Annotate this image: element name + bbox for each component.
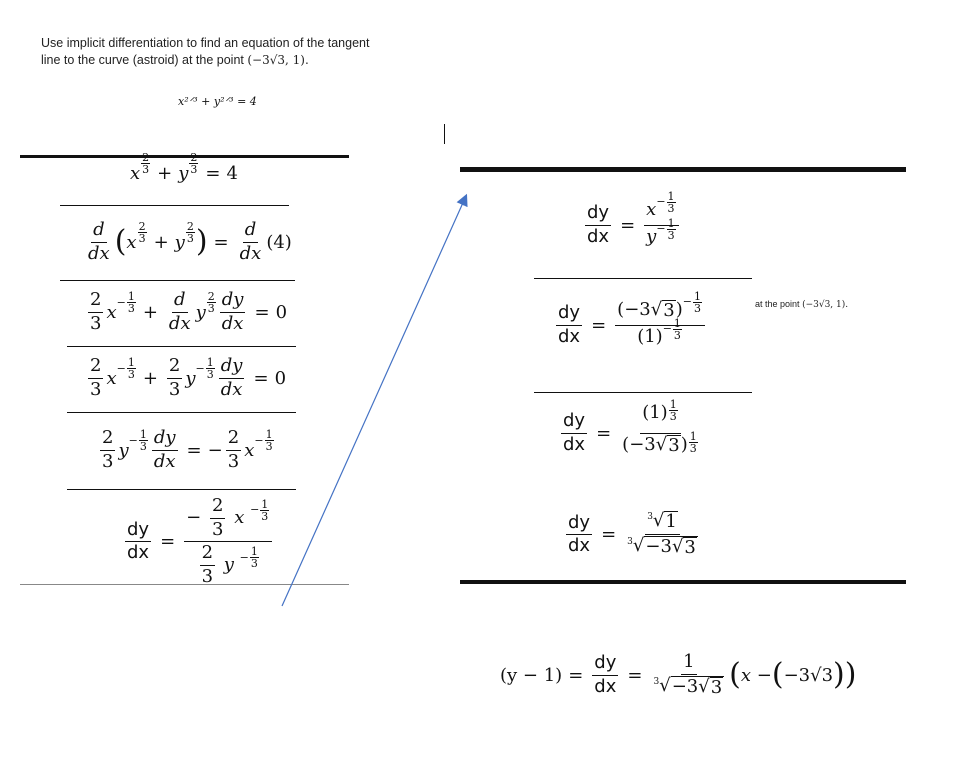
equals-sign: = [254,301,270,323]
dy-term: dy [125,520,151,543]
coef-den: 3 [90,378,102,400]
exp-sign: − [116,295,126,309]
exp-num: 1 [667,216,675,230]
var-y: y [195,301,206,323]
exp-den: 3 [142,163,150,176]
exp-sign: − [128,433,138,447]
minus-sign: − [186,507,202,529]
plus-sign: + [157,163,173,184]
arrow-line [282,196,466,606]
var-y: y [646,225,657,247]
coef-neg3: −3 [671,675,699,697]
coef-den: 3 [102,450,114,472]
coef-num: 2 [200,543,215,566]
coef-num: 2 [226,428,241,451]
exp-num: 1 [250,545,258,559]
dy-term: dy [561,411,587,434]
exp-num: 2 [190,151,198,164]
equals-sign: = [213,231,229,253]
equals-sign: = [568,664,584,686]
right-paren: ) [680,434,688,455]
astroid-equation: x²ᐟ³ + y²ᐟ³ = 4 [178,95,257,108]
left-paren: ( [622,434,630,455]
equals-sign: = [205,163,221,184]
var-y: y [178,163,189,184]
exp-sign: − [662,321,672,335]
dy-term: dy [556,303,582,326]
coef-neg3: −3 [645,535,672,557]
equals-sign: = [591,314,607,336]
point-note-text: at the point [755,299,800,309]
exp-num: 1 [669,398,677,411]
equals-sign: = [253,367,269,389]
equals-sign: = [186,439,202,461]
exp-num: 1 [206,355,214,369]
sqrt-icon: √ [655,434,668,455]
sqrt-icon: √ [671,535,684,557]
cube-root-icon: $^3$√ [627,534,645,556]
exp-sign: − [116,361,126,375]
right-paren: ) [675,299,683,320]
exp-den: 3 [206,367,214,381]
root-index: 3 [647,512,653,522]
exp-den: 3 [186,231,194,245]
coef-num: 2 [210,496,225,519]
exp-num: 2 [207,289,215,303]
exp-den: 3 [207,301,215,315]
rhs-zero: 0 [274,367,287,389]
plus-sign: + [142,301,158,323]
dy-term: dy [592,653,618,676]
dy-term: dy [585,203,611,226]
exp-den: 3 [673,328,681,342]
exp-den: 3 [127,367,135,381]
dx-term: dx [153,450,176,472]
coef-num: 2 [100,428,115,451]
radicand: 1 [665,511,677,532]
final-point-x: −3√3 [783,664,834,686]
dx-term: dx [563,434,586,455]
coef-den: 3 [90,312,102,334]
d-operator: d [172,290,188,313]
exp-num: 2 [186,219,194,233]
exp-den: 3 [689,442,697,455]
right-paren: ) [844,657,857,693]
exp-sign: − [250,503,260,517]
coef-neg3: −3 [629,434,656,455]
exp-den: 3 [250,557,258,571]
exp-sign: − [195,361,205,375]
right-paren: ) [833,657,845,693]
exp-den: 3 [139,439,147,453]
exp-sign: − [656,195,666,208]
exp-num: 1 [689,430,697,443]
var-y: y [185,367,196,389]
coef-neg3: −3 [624,299,651,320]
problem-point: (−3√3, 1). [247,53,309,67]
point-note-value: (−3√3, 1). [802,300,849,310]
dx-operator: dx [168,312,191,334]
left-paren: ( [729,657,741,693]
equals-sign: = [627,664,643,686]
exp-sign: − [254,433,264,447]
dx-term: dx [587,225,610,247]
plus-sign: + [142,367,158,389]
var-x: x [646,199,657,220]
var-x: x [106,301,117,323]
radicand: 3 [684,536,696,558]
problem-line-1: Use implicit differentiation to find an equation of the tangent [41,36,370,50]
right-paren: ) [195,224,208,260]
rhs-constant: (4) [266,231,292,253]
dx-term: dx [568,535,591,557]
left-paren: ( [114,224,127,260]
final-lhs: (y − 1) [500,664,563,686]
one-in-parens: (1) [637,325,663,347]
var-x: x [244,439,255,461]
dy-term: dy [152,428,178,451]
var-x: x [106,367,117,389]
problem-line-2-text: line to the curve (astroid) at the point [41,53,244,67]
root-index: 3 [653,676,660,687]
dy-term: dy [566,513,592,536]
exp-num: 1 [673,316,681,330]
equals-sign: = [620,214,636,236]
var-y: y [118,439,129,461]
root-index: 3 [627,536,633,547]
exp-den: 3 [667,201,675,215]
coef-num: 2 [88,290,103,313]
var-x: x [126,231,137,253]
left-paren: ( [771,657,784,693]
exp-num: 1 [265,427,273,441]
exp-num: 1 [667,189,675,203]
cube-root-icon: $^3$√ [647,510,665,531]
exp-den: 3 [261,510,269,524]
sqrt-icon: √ [698,675,710,697]
exp-num: 2 [142,151,150,164]
exp-num: 1 [261,498,269,512]
dy-term: dy [220,290,246,313]
left-paren: ( [617,299,625,320]
exp-den: 3 [190,163,198,176]
dx-term: dx [220,378,243,400]
exp-sign: − [656,221,666,235]
coef-den: 3 [212,518,224,540]
final-x-term: x − [740,664,772,686]
radicand: 3 [668,435,680,456]
var-y: y [223,554,234,576]
sqrt-icon: √ [650,299,663,320]
exp-den: 3 [265,439,273,453]
equals-sign: = [160,531,176,553]
exp-num: 1 [127,355,135,369]
rhs-value: 4 [226,163,238,184]
cube-root-icon: $^3$√ [653,674,671,696]
dx-term: dx [127,542,150,564]
coef-den: 3 [227,450,240,472]
exp-sign: − [239,550,249,564]
radicand: 3 [663,300,675,321]
rhs-zero: 0 [275,301,288,323]
coef-num: 2 [167,356,182,379]
dx-term: dx [594,675,617,697]
coef-den: 3 [201,566,214,588]
dx-operator: dx [239,242,262,264]
coef-num: 2 [88,356,103,379]
var-x: x [130,163,141,184]
slope-numerator: 1 [681,652,696,675]
minus-sign: − [207,439,223,461]
d-operator: d [243,220,259,243]
exp-num: 1 [139,427,147,441]
d-operator: d [91,220,107,243]
exp-den: 3 [669,410,677,423]
dx-term: dx [558,325,581,347]
exp-den: 3 [693,301,701,315]
dy-term: dy [219,356,245,379]
equals-sign: = [601,524,617,546]
exp-num: 1 [127,289,135,303]
exp-den: 3 [667,228,675,242]
dx-operator: dx [88,242,110,264]
exp-den: 3 [127,301,135,315]
radicand: 3 [710,676,723,698]
exp-num: 1 [693,289,701,303]
var-x: x [234,507,245,529]
var-y: y [174,231,185,253]
one-in-parens: (1) [642,402,668,423]
exp-sign: − [682,295,692,308]
plus-sign: + [153,231,169,253]
coef-den: 3 [168,378,181,400]
dx-term: dx [221,312,244,334]
exp-num: 2 [138,219,146,233]
exp-den: 3 [138,231,146,245]
equals-sign: = [596,423,612,444]
